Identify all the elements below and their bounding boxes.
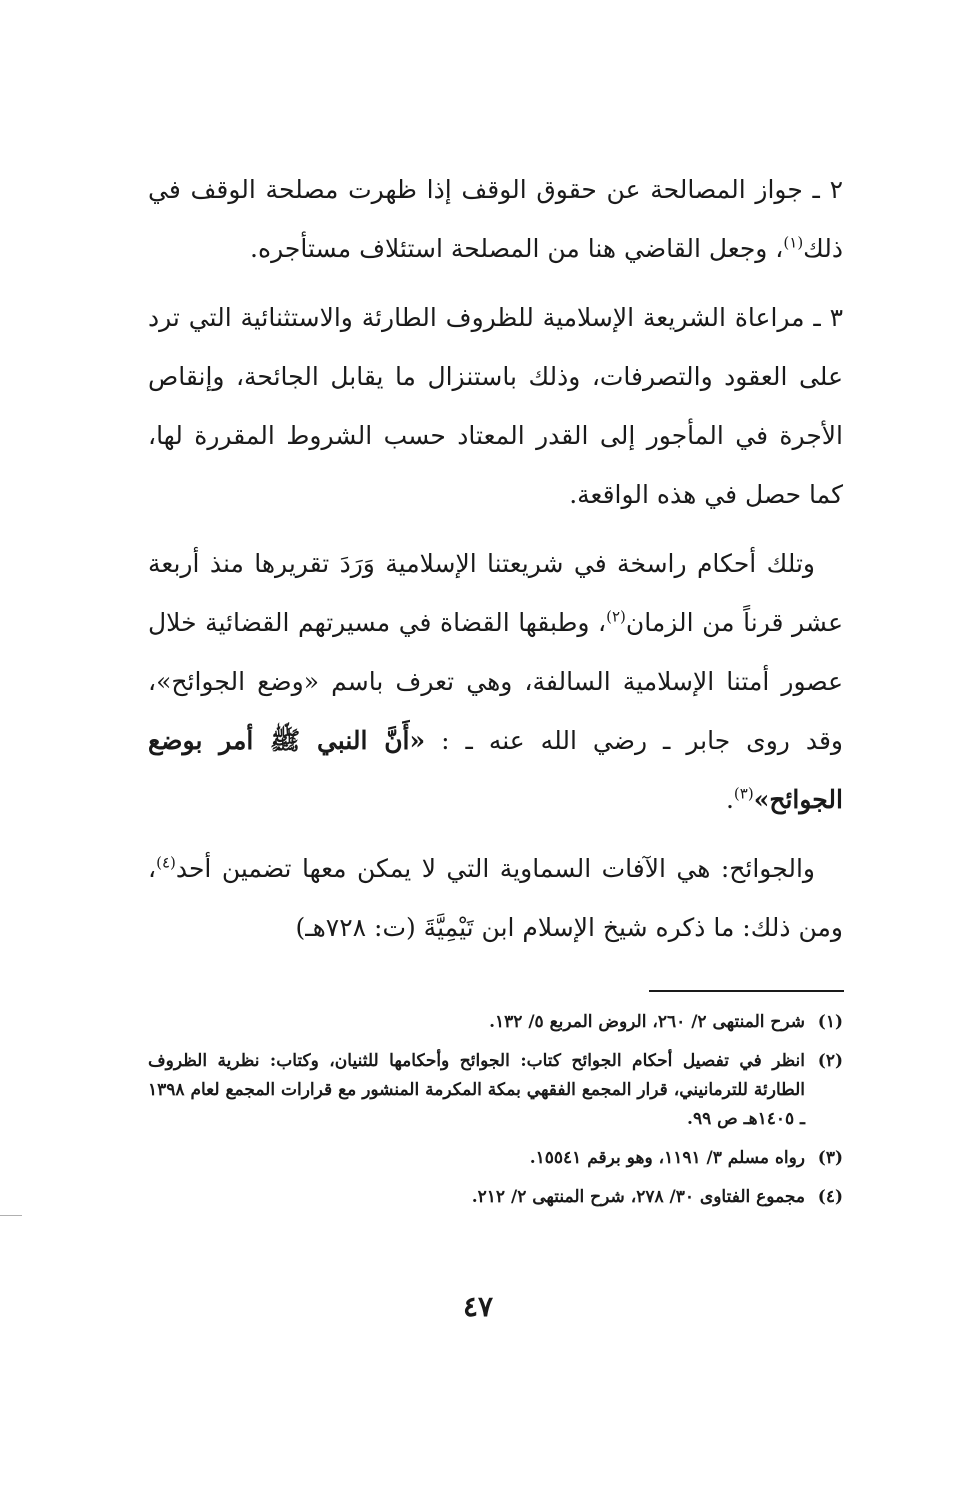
paragraph-text: ، وطبقها القضاة في مسيرتهم القضائية خلال عصور أمتنا الإسلامية السالفة، وهي تعرف باسم «وضع الجوائح»، وقد روى جابر ـ رضي الله عنه ـ : [148, 608, 843, 755]
footnote-ref-3[interactable]: (٣) [733, 784, 754, 803]
footnote-text: انظر في تفصيل أحكام الجوائح كتاب: الجوائح وأحكامها للثنيان، وكتاب: نظرية الظروف الطارئة للترمانيني، قرار المجمع الفقهي بمكة المكرمة المنشور مع قرارات المجمع لعام ١٣٩٨ ـ ١٤٠٥هـ ص ٩٩. [148, 1051, 805, 1129]
footnote-item [148, 1144, 843, 1173]
footnote-text: مجموع الفتاوى ٣٠/ ٢٧٨، شرح المنتهى ٢/ ٢١٢. [471, 1187, 805, 1207]
paragraph-text: ، وجعل القاضي هنا من المصلحة استئلاف مستأجره. [250, 234, 784, 263]
paragraph-text: ٣ ـ مراعاة الشريعة الإسلامية للظروف الطارئة والاستثنائية التي ترد على العقود والتصرفات، وذلك باستنزال ما يقابل الجائحة، وإنقاص الأجرة في المأجور إلى القدر المعتاد حسب الشروط المقررة لها، كما حصل في هذه الواقعة. [148, 303, 843, 509]
paragraph-text: وتلك أحكام راسخة في شريعتنا الإسلامية وَرَدَ تقريرها منذ أربعة عشر قرناً من الزمان [148, 549, 843, 637]
paragraph-4 [148, 534, 843, 829]
footnote-ref-4[interactable]: (٤) [156, 853, 176, 872]
footnote-number: (٣) [817, 1148, 843, 1168]
footnote-ref-1[interactable]: (١) [783, 233, 804, 252]
paragraph-2 [148, 160, 843, 278]
hadith-quote: «أَنَّ النبي ﷺ أمر بوضع الجوائح» [148, 726, 843, 814]
paragraph-5 [148, 839, 843, 957]
main-text [148, 160, 843, 967]
footnote-ref-2[interactable]: (٢) [606, 607, 626, 626]
footnote-text: شرح المنتهى ٢/ ٢٦٠، الروض المربع ٥/ ١٣٢. [489, 1012, 805, 1032]
scan-edge-mark [0, 1215, 22, 1216]
page-number: ٤٧ [462, 1290, 494, 1323]
footnote-text: رواه مسلم ٣/ ١١٩١، وهو برقم ١٥٥٤١. [529, 1148, 805, 1168]
paragraph-text: ٢ ـ جواز المصالحة عن حقوق الوقف إذا ظهرت مصلحة الوقف في ذلك [148, 175, 843, 263]
footnote-item [148, 1183, 843, 1212]
footnote-number: (٢) [817, 1051, 843, 1071]
paragraph-3 [148, 288, 843, 524]
footnote-number: (١) [817, 1012, 843, 1032]
paragraph-text: والجوائح: هي الآفات السماوية التي لا يمكن معها تضمين أحد [175, 854, 815, 883]
paragraph-text: . [725, 785, 734, 814]
footnotes-section [148, 1008, 843, 1222]
footnote-separator [649, 990, 844, 992]
footnote-number: (٤) [817, 1187, 843, 1207]
footnote-item [148, 1008, 843, 1037]
footnote-item [148, 1047, 843, 1134]
paragraph-text: ، ومن ذلك: ما ذكره شيخ الإسلام ابن تَيْمِيَّةَ (ت: ٧٢٨هـ) [148, 854, 843, 942]
